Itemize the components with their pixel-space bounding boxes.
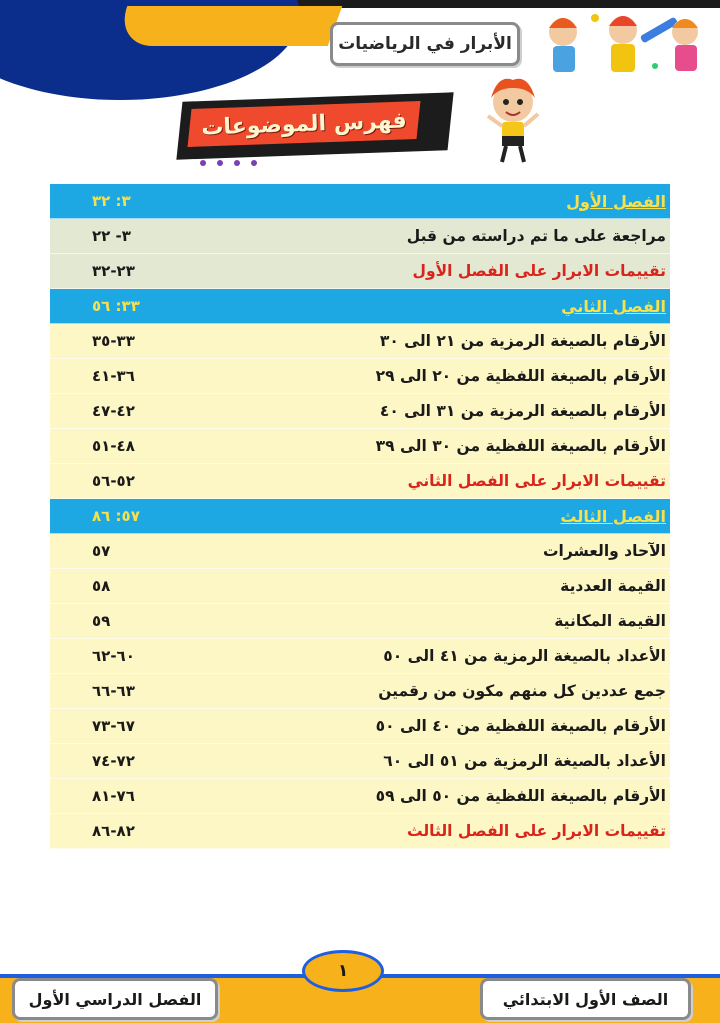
toc-row xyxy=(50,464,670,499)
boy-illustration-icon xyxy=(478,74,548,164)
toc-row-label: تقييمات الابرار على الفصل الثاني xyxy=(407,472,666,490)
toc-row-pages: ٣٣: ٥٦ xyxy=(92,297,140,315)
toc-row-pages: ٣٣-٣٥ xyxy=(92,332,135,350)
toc-row-label: الأرقام بالصيغة اللفظية من ٥٠ الى ٥٩ xyxy=(375,787,666,805)
toc-row xyxy=(50,429,670,464)
book-title: الأبرار في الرياضيات xyxy=(330,22,520,66)
toc-row-label: القيمة المكانية xyxy=(554,612,666,630)
toc-row-pages: ٧٢-٧٤ xyxy=(92,752,135,770)
yellow-swoosh-decoration xyxy=(113,6,343,46)
toc-row-label: مراجعة على ما تم دراسته من قبل xyxy=(406,227,666,245)
toc-row-pages: ٦٧-٧٣ xyxy=(92,717,135,735)
toc-row xyxy=(50,814,670,849)
toc-row-label: تقييمات الابرار على الفصل الأول xyxy=(412,262,666,280)
toc-row-pages: ٣٦-٤١ xyxy=(92,367,135,385)
toc-row xyxy=(50,744,670,779)
chapter-row xyxy=(50,289,670,324)
toc-row-label: الأرقام بالصيغة اللفظية من ٣٠ الى ٣٩ xyxy=(375,437,666,455)
toc-row-pages: ٨٢-٨٦ xyxy=(92,822,135,840)
chapter-row xyxy=(50,184,670,219)
term-label: الفصل الدراسي الأول xyxy=(12,978,218,1020)
toc-row-pages: ٦٣-٦٦ xyxy=(92,682,135,700)
toc-row-pages: ٧٦-٨١ xyxy=(92,787,135,805)
toc-row xyxy=(50,219,670,254)
toc-row-label: الأرقام بالصيغة الرمزية من ٣١ الى ٤٠ xyxy=(379,402,666,420)
toc-row xyxy=(50,639,670,674)
chapter-row xyxy=(50,499,670,534)
toc-row xyxy=(50,534,670,569)
toc-row-label: القيمة العددية xyxy=(560,577,666,595)
toc-row-pages: ٣: ٣٢ xyxy=(92,192,131,210)
toc-row-pages: ٣- ٢٢ xyxy=(92,227,131,245)
toc-row xyxy=(50,569,670,604)
toc-row xyxy=(50,674,670,709)
toc-row xyxy=(50,709,670,744)
toc-row-label: الأعداد بالصيغة الرمزية من ٥١ الى ٦٠ xyxy=(383,752,666,770)
toc-row-label: تقييمات الابرار على الفصل الثالث xyxy=(406,822,666,840)
index-title: فهرس الموضوعات xyxy=(200,107,408,141)
toc-row-label: الأرقام بالصيغة اللفظية من ٢٠ الى ٢٩ xyxy=(375,367,666,385)
toc-row-label: الأرقام بالصيغة اللفظية من ٤٠ الى ٥٠ xyxy=(375,717,666,735)
toc-row-pages: ٤٨-٥١ xyxy=(92,437,135,455)
toc-row-label: الفصل الثاني xyxy=(561,296,666,316)
toc-row xyxy=(50,394,670,429)
toc-row-pages: ٦٠-٦٢ xyxy=(92,647,135,665)
toc-row-pages: ٥٧: ٨٦ xyxy=(92,507,140,525)
table-of-contents xyxy=(50,184,670,849)
toc-row-label: الأعداد بالصيغة الرمزية من ٤١ الى ٥٠ xyxy=(383,647,666,665)
toc-row-pages: ٥٧ xyxy=(92,542,111,560)
toc-row-label: الأرقام بالصيغة الرمزية من ٢١ الى ٣٠ xyxy=(379,332,666,350)
toc-row-pages: ٥٨ xyxy=(92,577,111,595)
toc-row-label: جمع عددين كل منهم مكون من رقمين xyxy=(378,682,666,700)
kids-illustration-icon xyxy=(535,6,715,86)
toc-row xyxy=(50,779,670,814)
toc-row-pages: ٥٩ xyxy=(92,612,111,630)
toc-row xyxy=(50,254,670,289)
dots-decoration-icon xyxy=(198,158,268,168)
toc-row-label: الفصل الأول xyxy=(566,191,666,211)
toc-row-label: الآحاد والعشرات xyxy=(542,542,666,560)
toc-row-pages: ٢٣-٣٢ xyxy=(92,262,135,280)
toc-row-pages: ٤٢-٤٧ xyxy=(92,402,135,420)
page-number: ١ xyxy=(302,950,384,992)
toc-row xyxy=(50,359,670,394)
index-banner xyxy=(168,95,468,167)
toc-row-label: الفصل الثالث xyxy=(560,506,666,526)
toc-row-pages: ٥٢-٥٦ xyxy=(92,472,135,490)
toc-row xyxy=(50,604,670,639)
grade-label: الصف الأول الابتدائي xyxy=(480,978,691,1020)
toc-row xyxy=(50,324,670,359)
